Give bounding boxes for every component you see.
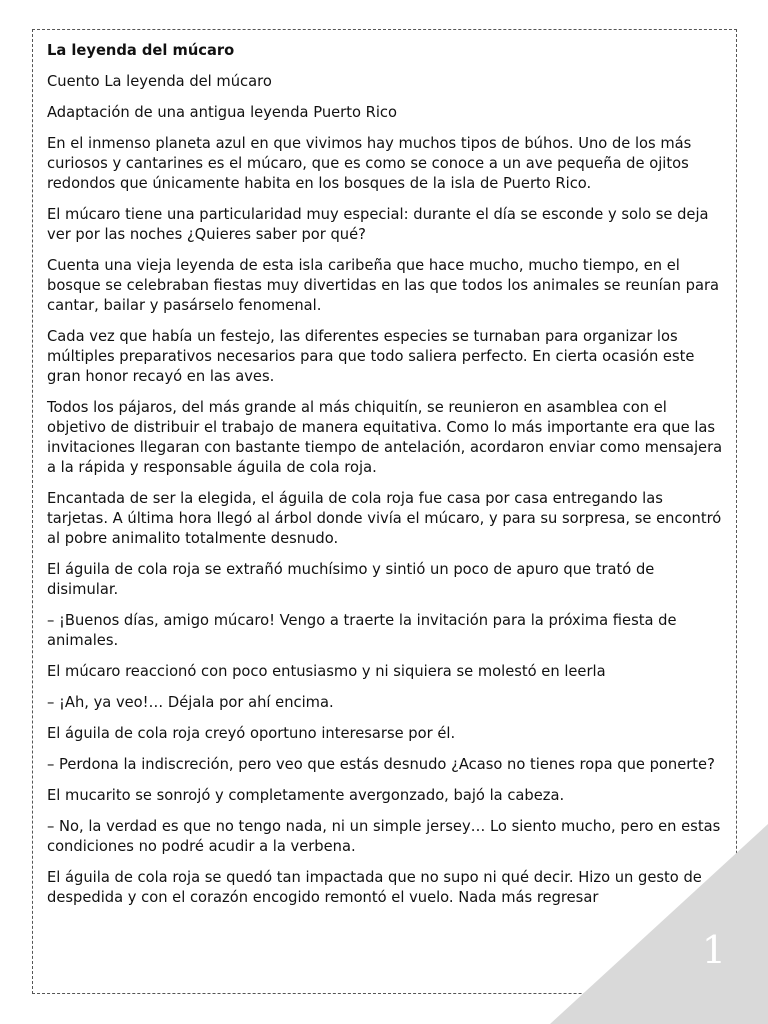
- document-title: La leyenda del múcaro: [47, 42, 235, 59]
- paragraph: Todos los pájaros, del más grande al más chiquitín, se reunieron en asamblea con el objetivo de distribuir el trabajo de manera equitativa. Como lo más importante era que las invitaciones llegaran con bastante tiempo de antelación, acordaron enviar como mensajera a la rápida y responsable águila de cola roja.: [47, 399, 723, 476]
- paragraph: El águila de cola roja creyó oportuno interesarse por él.: [47, 725, 456, 742]
- paragraph: Cuento La leyenda del múcaro: [47, 73, 272, 90]
- paragraph: Encantada de ser la elegida, el águila de cola roja fue casa por casa entregando las tarjetas. A última hora llegó al árbol donde vivía el múcaro, y para su sorpresa, se encontró al pobre animalito totalmente desnudo.: [47, 490, 722, 547]
- paragraph: – Perdona la indiscreción, pero veo que estás desnudo ¿Acaso no tienes ropa que ponerte?: [47, 756, 715, 773]
- paragraph: El múcaro tiene una particularidad muy especial: durante el día se esconde y solo se deja ver por las noches ¿Quieres saber por qué?: [47, 206, 709, 243]
- paragraph: Cada vez que había un festejo, las diferentes especies se turnaban para organizar los múltiples preparativos necesarios para que todo saliera perfecto. En cierta ocasión este gran honor recayó en las aves.: [47, 328, 695, 385]
- paragraph: El águila de cola roja se quedó tan impactada que no supo ni qué decir. Hizo un gesto de despedida y con el corazón encogido remontó el vuelo. Nada más regresar: [47, 869, 702, 906]
- paragraph: En el inmenso planeta azul en que vivimos hay muchos tipos de búhos. Uno de los más curiosos y cantarines es el múcaro, que es como se conoce a un ave pequeña de ojitos redondos que únicamente habita en los bosques de la isla de Puerto Rico.: [47, 135, 692, 192]
- page-number: 1: [701, 928, 726, 972]
- paragraph: – ¡Ah, ya veo!… Déjala por ahí encima.: [47, 694, 334, 711]
- paragraph: – No, la verdad es que no tengo nada, ni un simple jersey… Lo siento mucho, pero en estas condiciones no podré acudir a la verbena.: [47, 818, 721, 855]
- document-body: [47, 41, 723, 919]
- paragraph: Adaptación de una antigua leyenda Puerto Rico: [47, 104, 397, 121]
- paragraph: – ¡Buenos días, amigo múcaro! Vengo a traerte la invitación para la próxima fiesta de animales.: [47, 612, 677, 649]
- paragraph: El mucarito se sonrojó y completamente avergonzado, bajó la cabeza.: [47, 787, 565, 804]
- paragraph: Cuenta una vieja leyenda de esta isla caribeña que hace mucho, mucho tiempo, en el bosque se celebraban fiestas muy divertidas en las que todos los animales se reunían para cantar, bailar y pasárselo fenomenal.: [47, 257, 719, 314]
- paragraph: El águila de cola roja se extrañó muchísimo y sintió un poco de apuro que trató de disimular.: [47, 561, 655, 598]
- paragraph: El múcaro reaccionó con poco entusiasmo y ni siquiera se molestó en leerla: [47, 663, 606, 680]
